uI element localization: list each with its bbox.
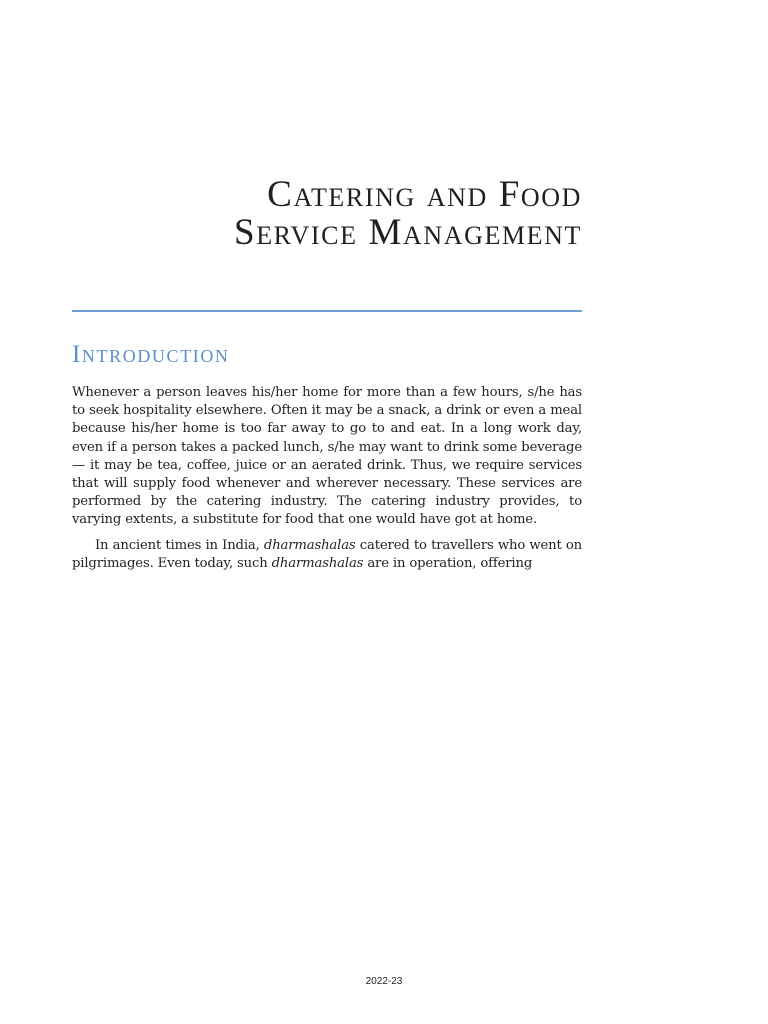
paragraph-2-italic-term-1: dharmashalas bbox=[263, 537, 356, 553]
title-divider bbox=[72, 310, 582, 312]
footer-year: 2022-23 bbox=[365, 976, 403, 987]
paragraph-2-text-2: catered to travellers who went on pilgrimages. Even today, such bbox=[72, 537, 583, 571]
paragraph-2-text-3: are in operation, offering bbox=[363, 555, 533, 571]
paragraph-1: Whenever a person leaves his/her home for more than a few hours, s/he has to seek hospitality elsewhere. Often it may be a snack, a drink or even a meal because his/her home is too far away to go to and eat. In a long work day, even if a person takes a packed lunch, s/he may want to drink some beverage — it may be tea, coffee, juice or an aerated drink. Thus, we require services that will supply food whenever and wherever necessary. These services are performed by the catering industry. The catering industry provides, to varying extents, a substitute for food that one would have got at home. bbox=[72, 385, 582, 528]
section-heading-introduction: Introduction bbox=[72, 341, 230, 368]
chapter-title-line-1: Catering and Food bbox=[267, 174, 582, 215]
chapter-title bbox=[72, 176, 582, 252]
chapter-title-line-2: Service Management bbox=[234, 212, 582, 253]
paragraph-2-text-1: In ancient times in India, bbox=[95, 537, 264, 553]
paragraph-2 bbox=[72, 537, 582, 573]
body-text bbox=[72, 384, 582, 573]
paragraph-2-italic-term-2: dharmashalas bbox=[271, 555, 364, 571]
